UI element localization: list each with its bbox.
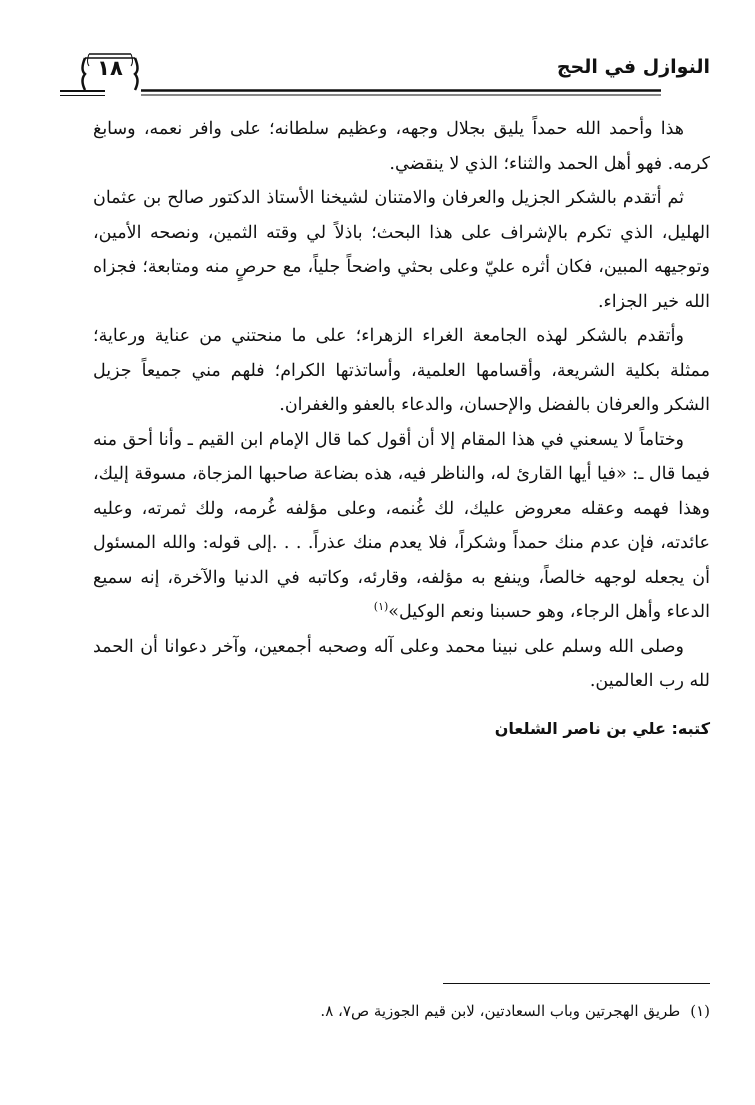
paragraph-closing-quote (93, 423, 710, 630)
footnote-separator (443, 983, 710, 984)
paragraph-supervisor-thanks: ثم أتقدم بالشكر الجزيل والعرفان والامتنان لشيخنا الأستاذ الدكتور صالح بن عثمان الهليل، الذي تكرم بالإشراف على هذا البحث؛ باذلاً لي وقته الثمين، ونصحه الأمين، وتوجيهه المبين، فكان أثره عليّ وعلى بحثي واضحاً جلياً، مع حرصٍ منه ومتابعة؛ فجزاه الله خير الجزاء. (93, 188, 710, 312)
paragraph-university-thanks: وأتقدم بالشكر لهذه الجامعة الغراء الزهراء؛ على ما منحتني من عناية ورعاية؛ ممثلة بكلية الشريعة، وأقسامها العلمية، وأساتذتها الكرام؛ فلهم مني جميعاً جزيل الشكر والعرفان بالفضل والإحسان، والدعاء بالعفو والغفران. (93, 326, 710, 415)
running-title: النوازل في الحج (556, 56, 710, 78)
author-signature: كتبه: علي بن ناصر الشلعان (494, 718, 710, 738)
paragraph-praise: هذا وأحمد الله حمداً يليق بجلال وجهه، وعظيم سلطانه؛ على وافر نعمه، وسابغ كرمه. فهو أهل الحمد والثناء؛ الذي لا ينقضي. (93, 119, 710, 174)
page-header (60, 52, 710, 96)
page-number-ornament (79, 52, 661, 96)
body-text (93, 112, 710, 746)
footnote-reference[interactable]: (١) (373, 600, 389, 614)
footnote (93, 998, 710, 1024)
paragraph-salutation: وصلى الله وسلم على نبينا محمد وعلى آله وصحبه أجمعين، وآخر دعوانا أن الحمد لله رب العالمين. (93, 636, 710, 691)
page-number: ١٨ (97, 56, 123, 80)
footnote-text: طريق الهجرتين وباب السعادتين، لابن قيم الجوزية ص٧، ٨. (320, 1002, 681, 1020)
closing-quote-text: وختاماً لا يسعني في هذا المقام إلا أن أقول كما قال الإمام ابن القيم ـ وأنا أحق منه فيما قال ـ: «فيا أيها القارئ له، والناظر فيه، هذه بضاعة صاحبها المزجاة، مسوقة إليك، وهذا فهمه وعقله معروض عليك، لك غُنمه، وعلى مؤلفه غُرمه، ولك ثمرته، وعليه عائدته، فإن عدم منك حمداً وشكراً، فلا يعدم منك عذراً. . . .إلى قوله: والله المسئول أن يجعله لوجهه خالصاً، وينفع به مؤلفه، وقارئه، وكاتبه في الدنيا والآخرة، إنه سميع الدعاء وأهل الرجاء، وهو حسبنا ونعم الوكيل» (93, 429, 710, 622)
header-rule-left-thin (60, 95, 105, 96)
header-rule-left (60, 90, 105, 92)
footnote-number: (١) (690, 1002, 710, 1020)
